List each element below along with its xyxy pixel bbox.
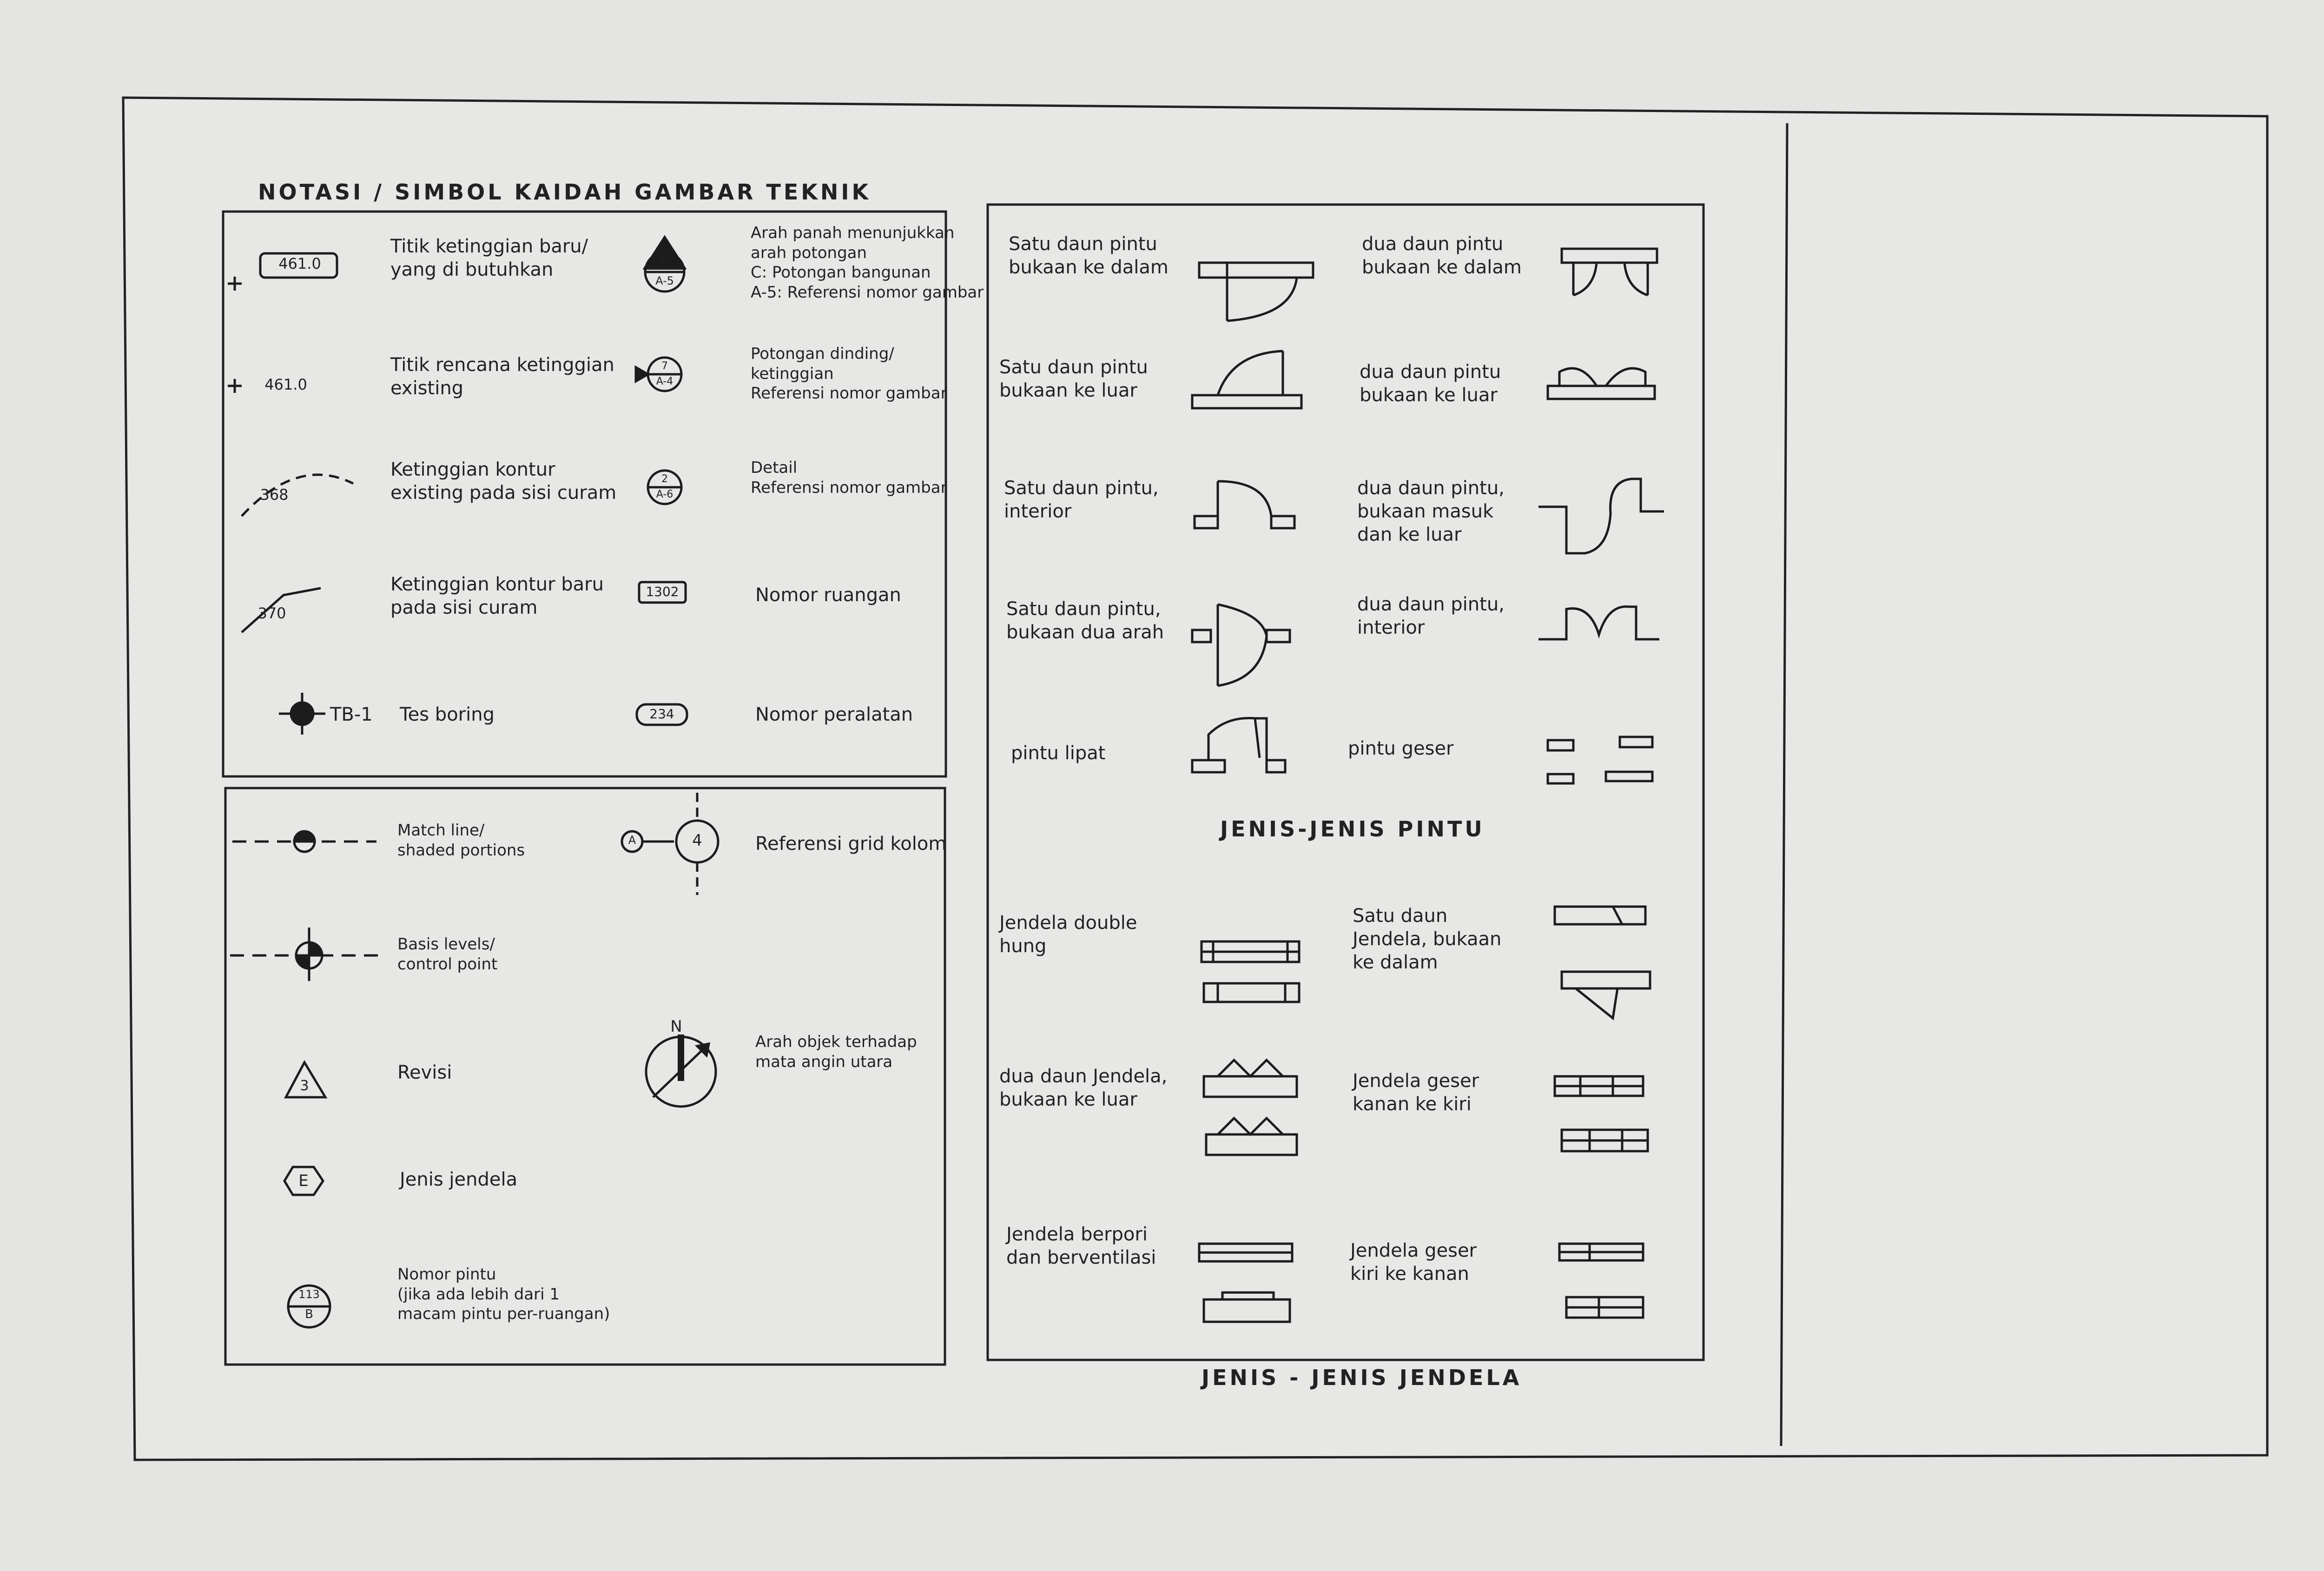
door-label: Satu daun pintu bukaan ke dalam [1009, 233, 1169, 278]
equipment-number-symbol: 234 [649, 706, 674, 722]
north-arrow-label: N [670, 1017, 682, 1036]
grid-ref-letter: A [628, 834, 636, 847]
notation-label: Arah panah menunjukkan arah potongan C: Potongan bangunan A-5: Referensi nomor gambar [751, 224, 984, 302]
door-label: pintu geser [1348, 738, 1454, 759]
window-type-symbol: E [298, 1172, 309, 1190]
revision-symbol: 3 [300, 1078, 309, 1094]
notation-label: Arah objek terhadap mata angin utara [755, 1033, 917, 1071]
window-label: Satu daun Jendela, bukaan ke dalam [1353, 905, 1502, 973]
window-label: Jendela double hung [999, 912, 1137, 957]
wall-section-ref-bottom: A-4 [656, 376, 673, 387]
boring-test-symbol: TB-1 [330, 704, 373, 725]
door-label: dua daun pintu bukaan ke luar [1360, 361, 1501, 406]
door-number-bottom: B [305, 1307, 313, 1321]
door-label: dua daun pintu bukaan ke dalam [1362, 233, 1522, 278]
elevation-new-symbol: 461.0 [278, 255, 321, 272]
notation-label: Revisi [397, 1062, 452, 1083]
door-number-top: 113 [298, 1288, 320, 1301]
doors-title: JENIS-JENIS PINTU [1220, 816, 1485, 842]
notation-label: Tes boring [400, 704, 495, 725]
notation-label: Referensi grid kolom [755, 833, 947, 855]
door-label: Satu daun pintu, bukaan dua arah [1006, 598, 1164, 643]
notation-label: Nomor pintu (jika ada lebih dari 1 macam pintu per-ruangan) [397, 1265, 610, 1323]
door-label: dua daun pintu, bukaan masuk dan ke luar [1357, 477, 1505, 545]
contour-existing-symbol: 368 [260, 486, 289, 504]
notation-label: Detail Referensi nomor gambar [751, 458, 947, 497]
door-label: Satu daun pintu, interior [1004, 477, 1159, 522]
notation-label: Titik ketinggian baru/ yang di butuhkan [390, 236, 588, 280]
wall-section-ref-top: 7 [661, 360, 668, 372]
notation-label: Jenis jendela [400, 1169, 518, 1190]
window-label: Jendela geser kiri ke kanan [1350, 1240, 1477, 1285]
notation-label: Basis levels/ control point [397, 935, 498, 974]
window-label: Jendela geser kanan ke kiri [1353, 1070, 1479, 1115]
grid-ref-number: 4 [692, 831, 702, 850]
door-label: dua daun pintu, interior [1357, 594, 1505, 638]
notation-label: Potongan dinding/ ketinggian Referensi nomor gambar [751, 345, 947, 403]
door-label: pintu lipat [1011, 742, 1106, 764]
contour-new-symbol: 370 [257, 604, 286, 622]
windows-title: JENIS - JENIS JENDELA [1202, 1365, 1522, 1390]
elevation-existing-symbol: 461.0 [264, 376, 307, 393]
section-ref-bottom: A-5 [655, 274, 674, 287]
window-label: Jendela berpori dan berventilasi [1006, 1224, 1156, 1268]
detail-ref-bottom: A-6 [656, 489, 673, 500]
detail-ref-top: 2 [661, 473, 668, 485]
sheet-title: NOTASI / SIMBOL KAIDAH GAMBAR TEKNIK [258, 179, 872, 205]
notation-label: Ketinggian kontur baru pada sisi curam [390, 574, 604, 618]
section-ref-top: C [660, 253, 669, 266]
door-label: Satu daun pintu bukaan ke luar [999, 357, 1148, 401]
notation-label: Match line/ shaded portions [397, 821, 525, 860]
notation-label: Nomor ruangan [755, 584, 901, 606]
notation-label: Titik rencana ketinggian existing [390, 354, 614, 399]
notation-label: Ketinggian kontur existing pada sisi curam [390, 459, 617, 504]
notation-label: Nomor peralatan [755, 704, 913, 725]
window-label: dua daun Jendela, bukaan ke luar [999, 1066, 1168, 1110]
room-number-symbol: 1302 [646, 584, 679, 599]
